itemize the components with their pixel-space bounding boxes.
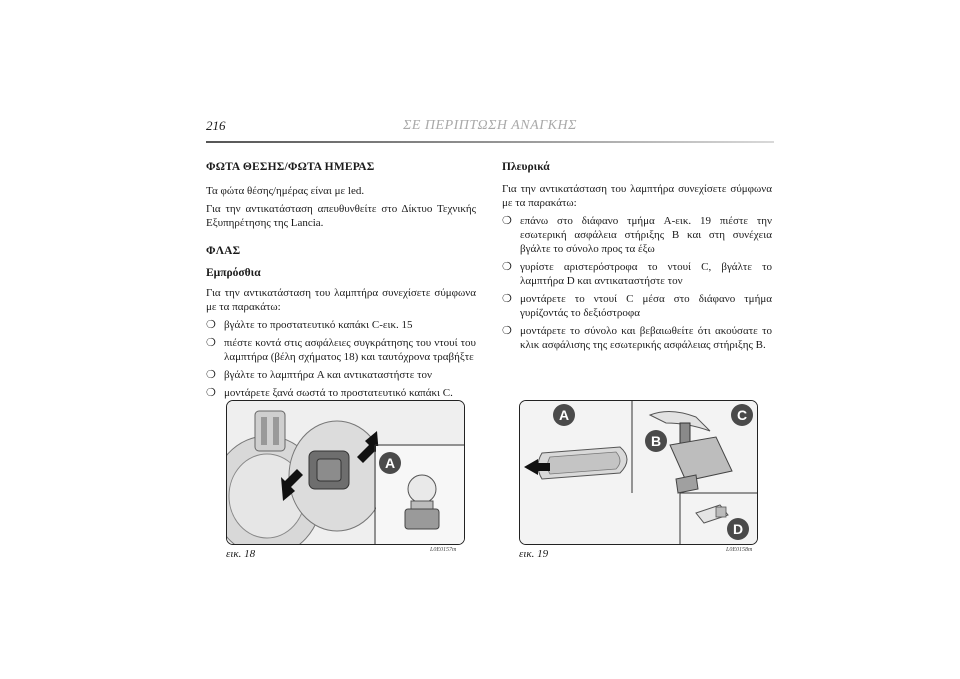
bullet-list-front <box>206 318 476 400</box>
list-item: ❍ πιέστε κοντά στις ασφάλειες συγκράτησης του ντουί του λαμπτήρα (βέλη σχήματος 18) και ταυτόχρονα τραβήξτε <box>206 337 476 363</box>
bullet-icon: ❍ <box>502 215 512 227</box>
bullet-icon: ❍ <box>206 387 216 399</box>
bullet-icon: ❍ <box>502 325 512 337</box>
label-a-badge <box>379 452 401 474</box>
svg-text:C: C <box>736 407 748 423</box>
figure-19-caption: εικ. 19 <box>519 548 549 560</box>
bullet-list-side <box>502 214 772 352</box>
bulb-holder-shape <box>309 451 349 489</box>
bullet-icon: ❍ <box>206 337 216 349</box>
figure-18-illustration <box>226 400 465 545</box>
label-d-badge <box>727 518 749 540</box>
figure-19-code: L0E0158m <box>726 547 753 553</box>
svg-text:A: A <box>558 407 570 423</box>
section-title-indicators: ΦΛΑΣ <box>206 245 241 257</box>
right-column <box>502 160 772 356</box>
subsection-title-front: Εμπρόσθια <box>206 267 261 279</box>
headlamp-bulb-illustration <box>227 401 464 544</box>
section-title-position-lights: ΦΩΤΑ ΘΕΣΗΣ/ΦΩΤΑ ΗΜΕΡΑΣ <box>206 161 375 173</box>
list-item: ❍ γυρίστε αριστερόστροφα το ντουί C, βγάλτε το λαμπτήρα D και αντικαταστήστε τον <box>502 261 772 287</box>
list-item: ❍ βγάλτε το προστατευτικό καπάκι C-εικ. 15 <box>206 319 413 331</box>
list-item: ❍ επάνω στο διάφανο τμήμα A-εικ. 19 πιέστε την εσωτερική ασφάλεια στήριξης B και στη συνέχεια βγάλτε το σύνολο προς τα έξω <box>502 215 772 255</box>
list-item: ❍ μοντάρετε ξανά σωστά το προστατευτικό καπάκι C. <box>206 387 453 399</box>
subsection-title-side: Πλευρικά <box>502 161 550 173</box>
list-item: ❍ μοντάρετε το σύνολο και βεβαιωθείτε ότι ακούσατε το κλικ ασφάλισης της εσωτερικής ασφάλειας στήριξης B. <box>502 325 772 351</box>
svg-text:A: A <box>384 455 396 471</box>
figure-18-caption: εικ. 18 <box>226 548 256 560</box>
figure-19-illustration <box>519 400 758 545</box>
paragraph-service: Για την αντικατάσταση απευθυνθείτε στο Δίκτυο Τεχνικής Εξυπηρέτησης της Lancia. <box>206 203 476 229</box>
bullet-icon: ❍ <box>502 293 512 305</box>
figure-18-code: L0E0157m <box>430 547 457 553</box>
bullet-icon: ❍ <box>206 369 216 381</box>
label-a-badge <box>553 404 575 426</box>
header-title: ΣΕ ΠΕΡΙΠΤΩΣΗ ΑΝΑΓΚΗΣ <box>403 118 577 133</box>
paragraph-intro-front: Για την αντικατάσταση του λαμπτήρα συνεχίσετε σύμφωνα με τα παρακάτω: <box>206 287 476 313</box>
svg-text:B: B <box>650 433 662 449</box>
left-column <box>206 160 476 404</box>
list-item: ❍ μοντάρετε το ντουί C μέσα στο διάφανο τμήμα γυρίζοντάς το δεξιόστροφα <box>502 293 772 319</box>
paragraph-intro-side: Για την αντικατάσταση του λαμπτήρα συνεχίσετε σύμφωνα με τα παρακάτω: <box>502 183 772 209</box>
page-number: 216 <box>206 118 226 133</box>
label-b-badge <box>645 430 667 452</box>
bullet-icon: ❍ <box>206 319 216 331</box>
bullet-icon: ❍ <box>502 261 512 273</box>
list-item: ❍ βγάλτε το λαμπτήρα A και αντικαταστήστε τον <box>206 369 432 381</box>
label-c-badge <box>731 404 753 426</box>
header-rule <box>206 141 774 143</box>
side-indicator-illustration <box>520 401 757 544</box>
page-header <box>206 118 774 140</box>
svg-text:D: D <box>732 521 744 537</box>
paragraph-led: Τα φώτα θέσης/ημέρας είναι με led. <box>206 185 365 197</box>
